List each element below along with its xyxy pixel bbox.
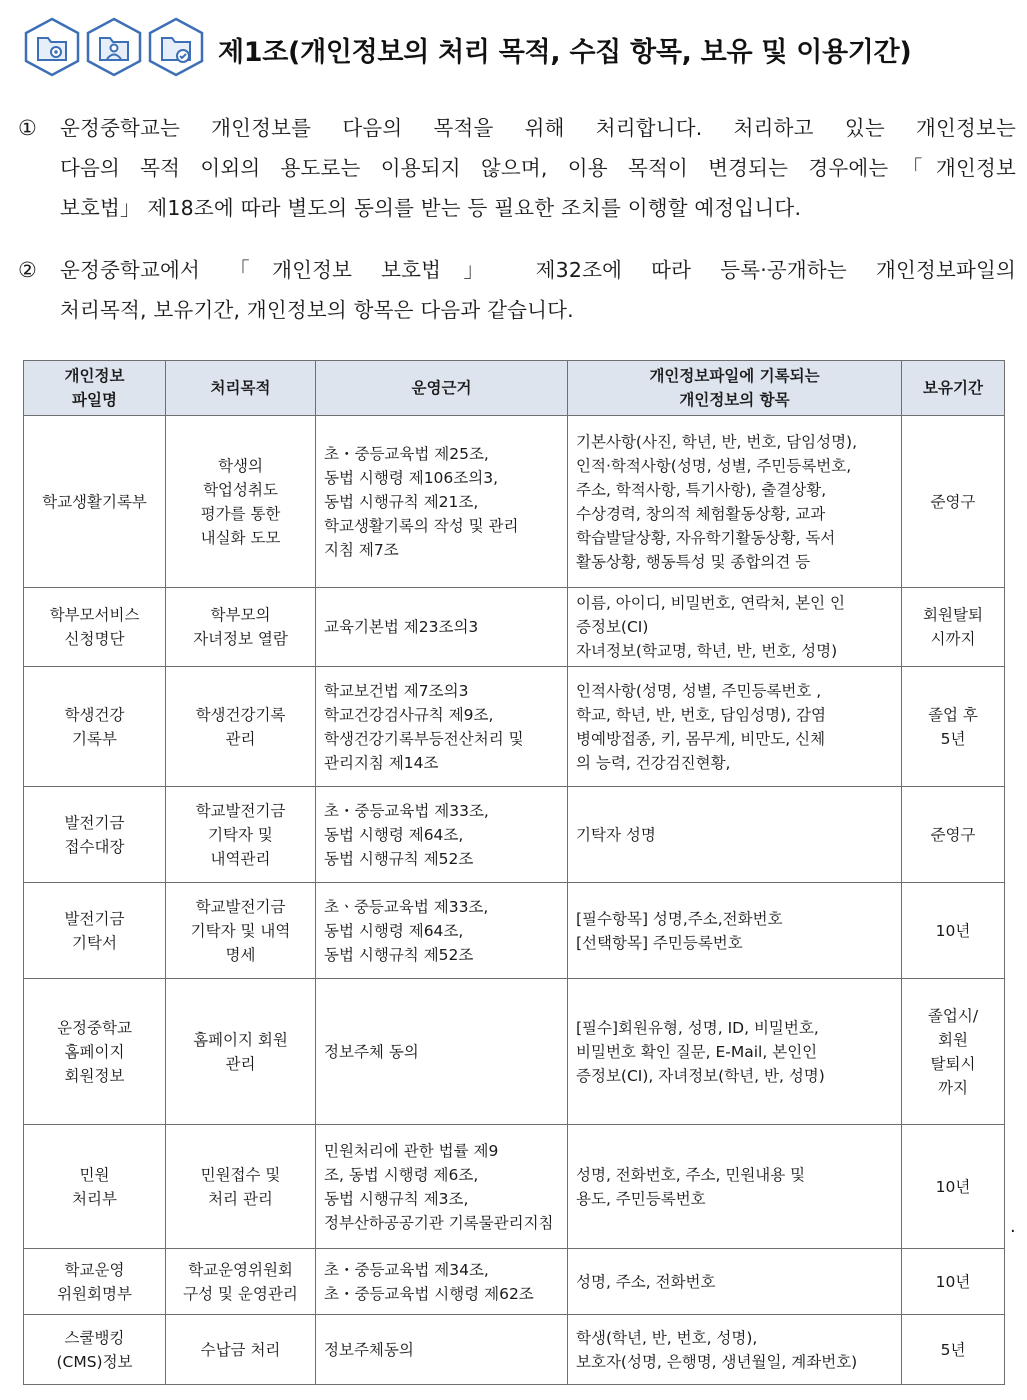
table-header-row <box>24 361 1005 416</box>
table-row <box>24 979 1005 1125</box>
purpose-cell: 학생의 학업성취도 평가를 통한 내실화 도모 <box>166 416 316 588</box>
table-row <box>24 416 1005 588</box>
retention-cell: 회원탈퇴 시까지 <box>902 588 1005 667</box>
table-row <box>24 667 1005 787</box>
table-row <box>24 1315 1005 1385</box>
retention-cell: 10년 <box>902 1125 1005 1249</box>
paragraph-line: 운정중학교는 개인정보를 다음의 목적을 위해 처리합니다. 처리하고 있는 개인정보는 <box>60 116 1016 140</box>
legal-basis-cell: 초・중등교육법 제25조, 동법 시행령 제106조의3, 동법 시행규칙 제21조, 학교생활기록의 작성 및 관리 지침 제7조 <box>316 416 568 588</box>
paragraph-line: 다음의 목적 이외의 용도로는 이용되지 않으며, 이용 목적이 변경되는 경우에는「개인정보 <box>60 156 1016 180</box>
purpose-cell: 홈페이지 회원 관리 <box>166 979 316 1125</box>
table-row <box>24 1249 1005 1315</box>
page-title: 제1조(개인정보의 처리 목적, 수집 항목, 보유 및 이용기간) <box>218 37 912 68</box>
paragraph-line: 처리목적, 보유기간, 개인정보의 항목은 다음과 같습니다. <box>60 298 574 322</box>
file-name-cell: 학부모서비스 신청명단 <box>24 588 166 667</box>
file-name-cell: 학교생활기록부 <box>24 416 166 588</box>
folder-user-icon <box>84 16 144 78</box>
file-name-cell: 운정중학교 홈페이지 회원정보 <box>24 979 166 1125</box>
legal-basis-cell: 초・중등교육법 제33조, 동법 시행령 제64조, 동법 시행규칙 제52조 <box>316 787 568 883</box>
paragraph-2 <box>18 250 1016 330</box>
purpose-cell: 학교발전기금 기탁자 및 내역 명세 <box>166 883 316 979</box>
retention-cell: 준영구 <box>902 787 1005 883</box>
paragraph-1 <box>18 108 1016 228</box>
retention-cell: 준영구 <box>902 416 1005 588</box>
items-cell: 성명, 주소, 전화번호 <box>568 1249 902 1315</box>
file-name-cell: 민원 처리부 <box>24 1125 166 1249</box>
personal-info-file-table <box>23 360 1005 1385</box>
legal-basis-cell: 정보주체동의 <box>316 1315 568 1385</box>
items-cell: 성명, 전화번호, 주소, 민원내용 및 용도, 주민등록번호 <box>568 1125 902 1249</box>
legal-basis-cell: 학교보건법 제7조의3 학교건강검사규칙 제9조, 학생건강기록부등전산처리 및 관리지침 제14조 <box>316 667 568 787</box>
column-header: 개인정보 파일명 <box>24 361 166 416</box>
column-header: 보유기간 <box>902 361 1005 416</box>
items-cell: 학생(학년, 반, 번호, 성명), 보호자(성명, 은행명, 생년월일, 계좌번호) <box>568 1315 902 1385</box>
items-cell: 이름, 아이디, 비밀번호, 연락처, 본인 인 증정보(CI) 자녀정보(학교명, 학년, 반, 번호, 성명) <box>568 588 902 667</box>
paragraph-line: 운정중학교에서 「개인정보 보호법」 제32조에 따라 등록·공개하는 개인정보파일의 <box>60 258 1016 282</box>
legal-basis-cell: 정보주체 동의 <box>316 979 568 1125</box>
legal-basis-cell: 민원처리에 관한 법률 제9 조, 동법 시행령 제6조, 동법 시행규칙 제3조, 정부산하공공기관 기록물관리지침 <box>316 1125 568 1249</box>
purpose-cell: 학생건강기록 관리 <box>166 667 316 787</box>
retention-cell: 10년 <box>902 1249 1005 1315</box>
purpose-cell: 학교운영위원회 구성 및 운영관리 <box>166 1249 316 1315</box>
file-name-cell: 발전기금 접수대장 <box>24 787 166 883</box>
retention-cell: 졸업 후 5년 <box>902 667 1005 787</box>
purpose-cell: 민원접수 및 처리 관리 <box>166 1125 316 1249</box>
items-cell: 기본사항(사진, 학년, 반, 번호, 담임성명), 인적·학적사항(성명, 성별, 주민등록번호, 주소, 학적사항, 특기사항), 출결상황, 수상경력, 창의적 체험활동상황, 교과 학습발달상황, 자유학기활동상황, 독서 활동상황, 행동특성 및 종합의견 등 <box>568 416 902 588</box>
items-cell: 기탁자 성명 <box>568 787 902 883</box>
items-cell: 인적사항(성명, 성별, 주민등록번호 , 학교, 학년, 반, 번호, 담임성명), 감염 병예방접종, 키, 몸무게, 비만도, 신체 의 능력, 건강검진현황, <box>568 667 902 787</box>
file-name-cell: 학교운영 위원회명부 <box>24 1249 166 1315</box>
column-header: 운영근거 <box>316 361 568 416</box>
legal-basis-cell: 교육기본법 제23조의3 <box>316 588 568 667</box>
legal-basis-cell: 초・중등교육법 제34조, 초・중등교육법 시행령 제62조 <box>316 1249 568 1315</box>
retention-cell: 5년 <box>902 1315 1005 1385</box>
file-name-cell: 학생건강 기록부 <box>24 667 166 787</box>
header <box>22 14 1012 80</box>
trailing-mark: . <box>1010 1216 1016 1237</box>
table-row <box>24 1125 1005 1249</box>
purpose-cell: 수납금 처리 <box>166 1315 316 1385</box>
purpose-cell: 학부모의 자녀정보 열람 <box>166 588 316 667</box>
folder-gear-icon <box>22 16 82 78</box>
table-row <box>24 883 1005 979</box>
retention-cell: 졸업시/ 회원 탈퇴시 까지 <box>902 979 1005 1125</box>
retention-cell: 10년 <box>902 883 1005 979</box>
file-name-cell: 스쿨뱅킹 (CMS)정보 <box>24 1315 166 1385</box>
column-header: 개인정보파일에 기록되는 개인정보의 항목 <box>568 361 902 416</box>
purpose-cell: 학교발전기금 기탁자 및 내역관리 <box>166 787 316 883</box>
items-cell: [필수]회원유형, 성명, ID, 비밀번호, 비밀번호 확인 질문, E-Mail, 본인인 증정보(CI), 자녀정보(학년, 반, 성명) <box>568 979 902 1125</box>
legal-basis-cell: 초ㆍ중등교육법 제33조, 동법 시행령 제64조, 동법 시행규칙 제52조 <box>316 883 568 979</box>
table-row <box>24 787 1005 883</box>
paragraph-line: 보호법」 제18조에 따라 별도의 동의를 받는 등 필요한 조치를 이행할 예정입니다. <box>60 196 802 220</box>
items-cell: [필수항목] 성명,주소,전화번호 [선택항목] 주민등록번호 <box>568 883 902 979</box>
column-header: 처리목적 <box>166 361 316 416</box>
folder-check-icon <box>146 16 206 78</box>
file-name-cell: 발전기금 기탁서 <box>24 883 166 979</box>
paragraph-number: ② <box>18 258 37 282</box>
table-row <box>24 588 1005 667</box>
paragraph-number: ① <box>18 116 37 140</box>
